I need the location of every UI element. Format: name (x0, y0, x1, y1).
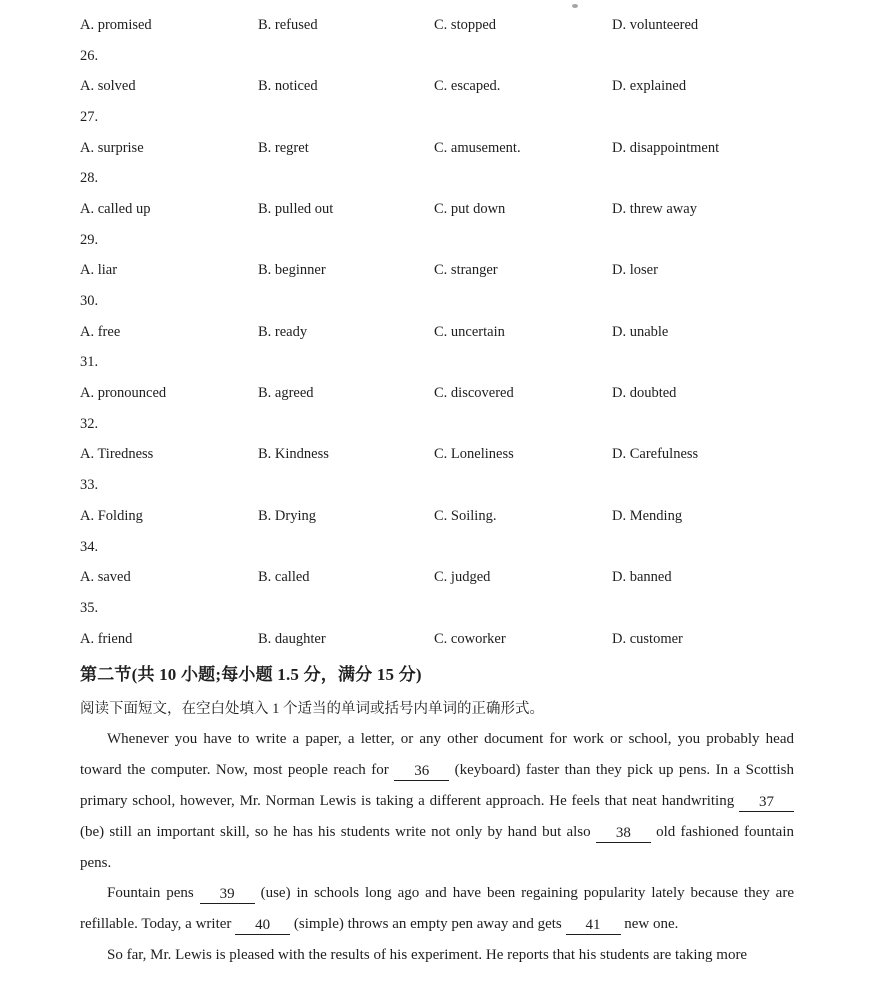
option-b: B. daughter (258, 630, 326, 647)
options-row (80, 71, 794, 102)
options-row (80, 440, 794, 471)
question-number: 34. (80, 538, 99, 555)
options-row (80, 317, 794, 348)
option-b: B. called (258, 569, 310, 586)
options-row (80, 194, 794, 225)
option-d: D. explained (612, 78, 687, 95)
option-d: D. unable (612, 323, 669, 340)
passage-text: (be) still an important skill, so he has his students write not only by hand but also (80, 823, 596, 840)
option-d: D. customer (612, 630, 683, 647)
scan-artifact (572, 4, 578, 8)
passage (80, 724, 794, 970)
passage-paragraph (80, 724, 794, 878)
blank-36: 36 (394, 763, 449, 781)
option-c: C. amusement. (434, 139, 521, 156)
option-a: A. called up (80, 200, 151, 217)
option-c: C. Loneliness (434, 446, 514, 463)
option-d: D. volunteered (612, 16, 699, 33)
option-c: C. uncertain (434, 323, 505, 340)
option-a: A. saved (80, 569, 131, 586)
options-row (80, 10, 794, 41)
section-two-heading: 第二节(共 10 小题;每小题 1.5 分，满分 15 分) (80, 665, 422, 685)
question-number: 35. (80, 599, 99, 616)
option-d: D. Carefulness (612, 446, 699, 463)
option-c: C. put down (434, 200, 506, 217)
question-number: 30. (80, 293, 99, 310)
passage-paragraph (80, 878, 794, 940)
option-c: C. judged (434, 569, 491, 586)
options-row (80, 501, 794, 532)
option-d: D. banned (612, 569, 672, 586)
option-d: D. threw away (612, 200, 697, 217)
option-b: B. ready (258, 323, 308, 340)
option-d: D. disappointment (612, 139, 720, 156)
option-a: A. promised (80, 16, 152, 33)
option-d: D. Mending (612, 507, 683, 524)
question-number: 29. (80, 231, 99, 248)
blank-39: 39 (200, 886, 255, 904)
option-b: B. noticed (258, 78, 318, 95)
option-c: C. Soiling. (434, 507, 497, 524)
option-b: B. regret (258, 139, 309, 156)
option-a: A. free (80, 323, 121, 340)
options-row (80, 624, 794, 655)
option-a: A. surprise (80, 139, 144, 156)
passage-text: new one. (620, 916, 679, 933)
passage-text: old fashioned fountain pens. (80, 823, 794, 871)
option-c: C. escaped. (434, 78, 501, 95)
option-a: A. Folding (80, 507, 143, 524)
option-b: B. pulled out (258, 200, 334, 217)
option-a: A. liar (80, 262, 118, 279)
passage-text: (keyboard) faster than they pick up pens. In a Scottish primary school, however, Mr. Norman Lewis is taking a different approach. He feels that neat handwriting (80, 762, 794, 810)
section-two-instruction: 阅读下面短文，在空白处填入 1 个适当的单词或括号内单词的正确形式。 (80, 701, 544, 718)
question-number: 31. (80, 354, 99, 371)
passage-text: Fountain pens (107, 885, 200, 902)
option-d: D. loser (612, 262, 658, 279)
options-row (80, 562, 794, 593)
option-b: B. beginner (258, 262, 326, 279)
options-row (80, 133, 794, 164)
option-c: C. discovered (434, 385, 514, 402)
question-number: 26. (80, 47, 99, 64)
options-row (80, 378, 794, 409)
passage-text: So far, Mr. Lewis is pleased with the results of his experiment. He reports that his students are taking more (107, 947, 748, 964)
option-a: A. pronounced (80, 385, 167, 402)
question-number: 27. (80, 108, 99, 125)
blank-40: 40 (235, 917, 290, 935)
option-a: A. solved (80, 78, 136, 95)
blank-41: 41 (566, 917, 621, 935)
blank-38: 38 (596, 825, 651, 843)
passage-text: (simple) throws an empty pen away and gets (290, 916, 566, 933)
option-c: C. stranger (434, 262, 498, 279)
passage-text: (use) in schools long ago and have been regaining popularity lately because they are refillable. Today, a writer (80, 885, 794, 933)
question-number: 28. (80, 170, 99, 187)
passage-text: Whenever you have to write a paper, a letter, or any other document for work or school, you probably head toward the computer. Now, most people reach for (80, 731, 794, 779)
cloze-options-grid (80, 10, 794, 654)
option-b: B. Kindness (258, 446, 329, 463)
option-b: B. Drying (258, 507, 316, 524)
option-c: C. stopped (434, 16, 497, 33)
passage-paragraph (80, 940, 794, 971)
blank-37: 37 (739, 794, 794, 812)
option-a: A. Tiredness (80, 446, 154, 463)
question-number: 33. (80, 477, 99, 494)
option-c: C. coworker (434, 630, 506, 647)
question-number: 32. (80, 415, 99, 432)
option-b: B. agreed (258, 385, 314, 402)
option-b: B. refused (258, 16, 318, 33)
option-d: D. doubted (612, 385, 677, 402)
options-row (80, 256, 794, 287)
option-a: A. friend (80, 630, 133, 647)
